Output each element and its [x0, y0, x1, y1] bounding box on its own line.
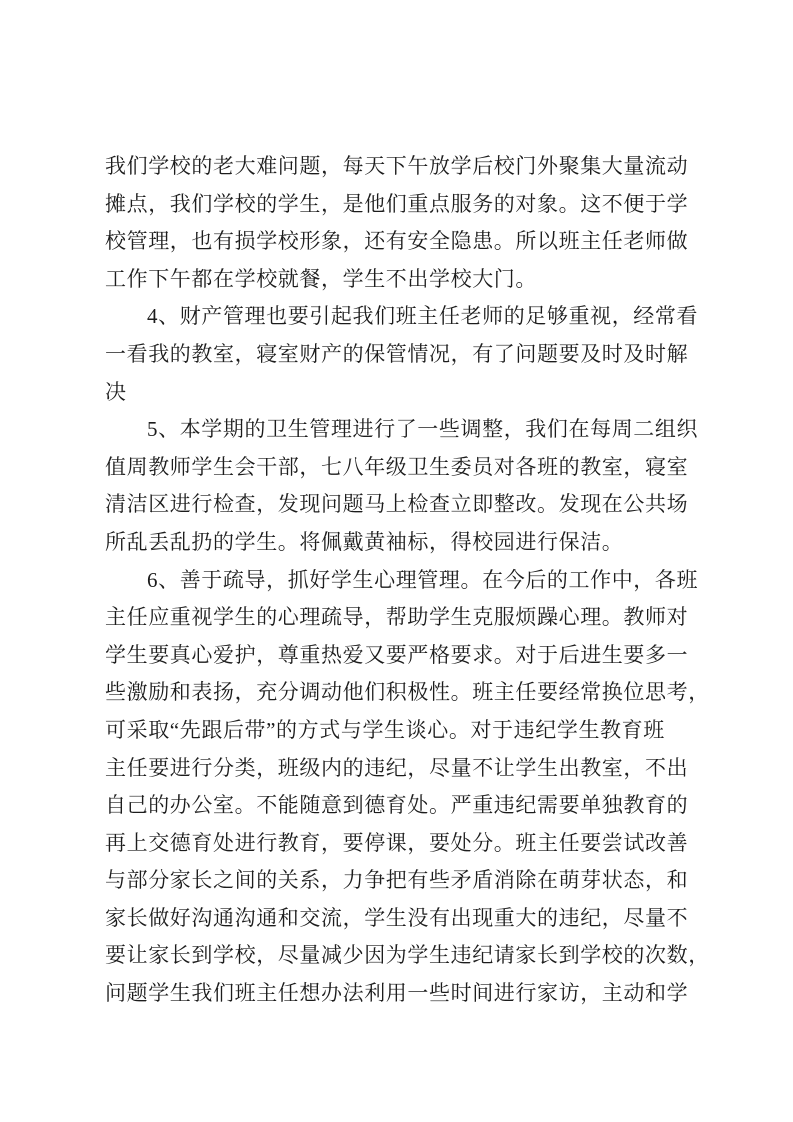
- paragraph-item-6: [105, 562, 710, 1013]
- text-line: 家长做好沟通沟通和交流，学生没有出现重大的违纪，尽量不: [105, 905, 689, 930]
- text-line: 工作下午都在学校就餐，学生不出学校大门。: [105, 266, 537, 291]
- text-line: 4、财产管理也要引起我们班主任老师的足够重视，经常看: [147, 304, 699, 329]
- text-line: 校管理，也有损学校形象，还有安全隐患。所以班主任老师做: [105, 229, 689, 254]
- text-line: 要让家长到学校，尽量减少因为学生违纪请家长到学校的次数，: [105, 943, 710, 968]
- text-line: 我们学校的老大难问题，每天下午放学后校门外聚集大量流动: [105, 154, 689, 178]
- paragraph-item-4: [105, 298, 701, 411]
- text-line: 问题学生我们班主任想办法利用一些时间进行家访，主动和学: [105, 981, 689, 1006]
- text-line: 自己的办公室。不能随意到德育处。严重违纪需要单独教育的: [105, 793, 689, 818]
- text-line: 5、本学期的卫生管理进行了一些调整，我们在每周二组织: [147, 417, 699, 442]
- text-line: 再上交德育处进行教育，要停课，要处分。班主任要尝试改善: [105, 830, 689, 855]
- paragraph-continuation: [105, 148, 701, 298]
- text-line: 些激励和表扬，充分调动他们积极性。班主任要经常换位思考，: [105, 680, 710, 705]
- text-line: 一看我的教室，寝室财产的保管情况，有了问题要及时及时解: [105, 341, 689, 366]
- text-line: 与部分家长之间的关系，力争把有些矛盾消除在萌芽状态，和: [105, 868, 689, 893]
- text-line: 清洁区进行检查，发现问题马上检查立即整改。发现在公共场: [105, 492, 689, 517]
- text-line: 所乱丢乱扔的学生。将佩戴黄袖标，得校园进行保洁。: [105, 529, 624, 554]
- paragraph-item-5: [105, 411, 701, 561]
- text-line: 主任应重视学生的心理疏导，帮助学生克服烦躁心理。教师对: [105, 605, 689, 630]
- text-line: 6、善于疏导，抓好学生心理管理。在今后的工作中，各班: [147, 567, 699, 592]
- text-line: 值周教师学生会干部，七八年级卫生委员对各班的教室，寝室: [105, 454, 689, 479]
- document-body: [105, 148, 710, 1013]
- text-line: 学生要真心爱护，尊重热爱又要严格要求。对于后进生要多一: [105, 642, 689, 667]
- text-line: 主任要进行分类，班级内的违纪，尽量不让学生出教室，不出: [105, 755, 689, 780]
- text-line: 摊点，我们学校的学生，是他们重点服务的对象。这不便于学: [105, 191, 689, 216]
- text-line: 决: [105, 379, 127, 404]
- text-line: 可采取“先跟后带”的方式与学生谈心。对于违纪学生教育班: [105, 717, 665, 742]
